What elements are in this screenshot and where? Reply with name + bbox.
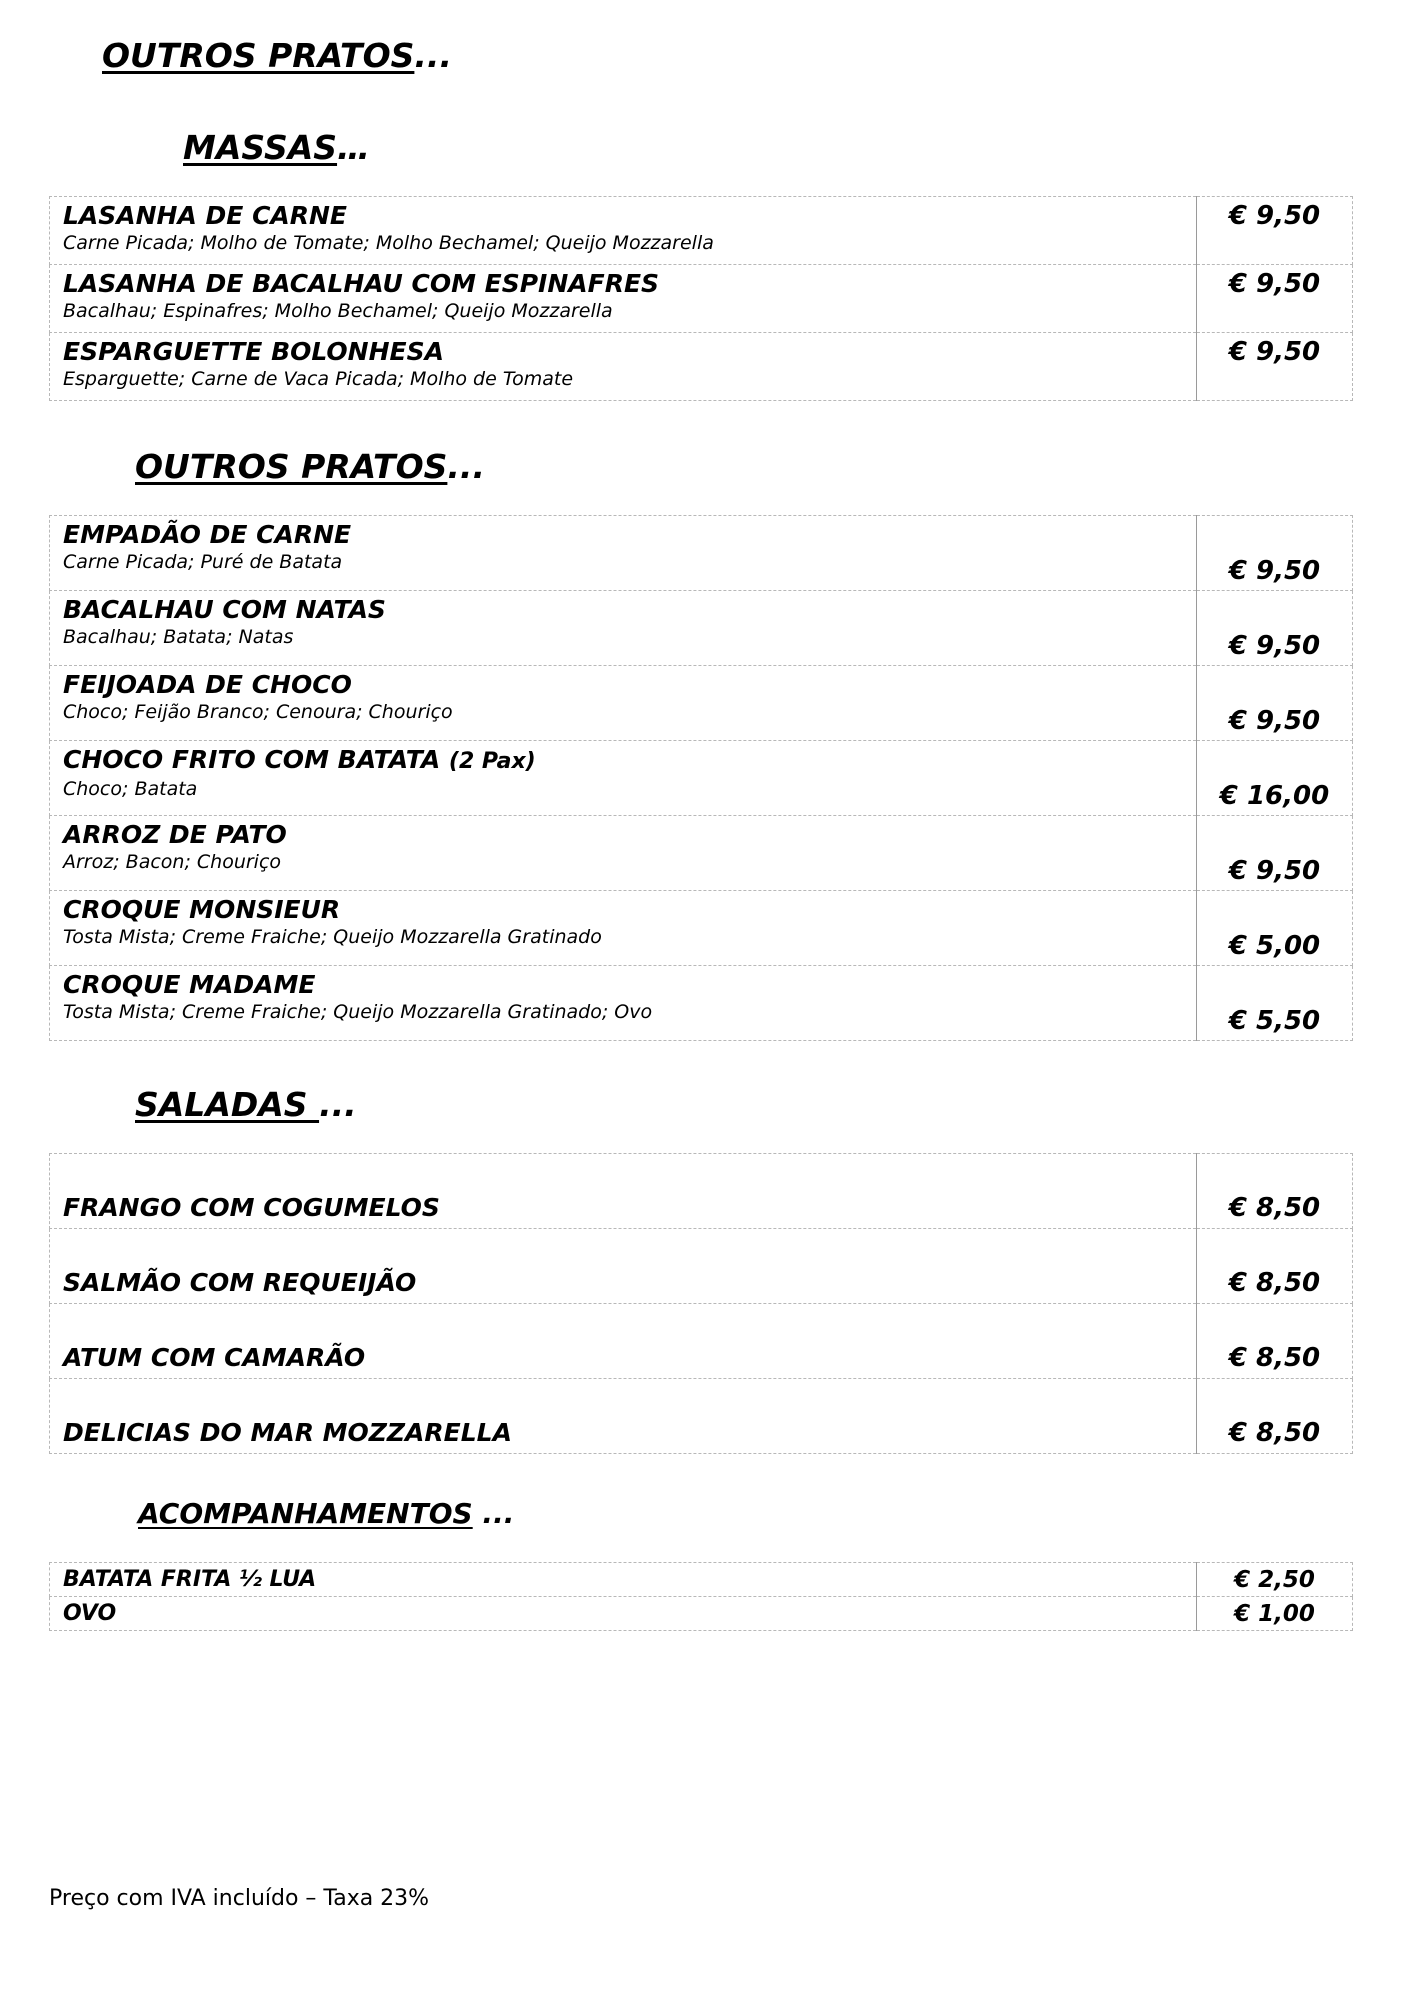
- dish-price: € 8,50: [1228, 1193, 1321, 1223]
- dish-cell: [50, 1379, 1197, 1454]
- dish-price: € 9,50: [1228, 631, 1321, 661]
- dish-price: € 9,50: [1228, 337, 1321, 367]
- dish-cell: [50, 816, 1197, 891]
- section-title-massas: [183, 128, 370, 167]
- dish-name: OVO: [63, 1600, 117, 1626]
- dish-cell: [50, 1154, 1197, 1229]
- menu-row: [50, 1229, 1353, 1304]
- page-title-text: OUTROS PRATOS: [102, 36, 415, 75]
- dish-name-text: CHOCO FRITO COM BATATA: [63, 745, 441, 774]
- dish-name: BACALHAU COM NATAS: [63, 595, 386, 624]
- price-cell: [1197, 333, 1353, 401]
- dish-name: DELICIAS DO MAR MOZZARELLA: [63, 1418, 512, 1447]
- dish-description: Tosta Mista; Creme Fraiche; Queijo Mozzarella Gratinado; Ovo: [63, 1001, 653, 1023]
- dish-name: CROQUE MONSIEUR: [63, 895, 341, 924]
- dish-description: Bacalhau; Batata; Natas: [63, 626, 294, 648]
- menu-row: [50, 1154, 1353, 1229]
- dish-price: € 8,50: [1228, 1268, 1321, 1298]
- price-cell: [1197, 1379, 1353, 1454]
- dish-name: FRANGO COM COGUMELOS: [63, 1193, 440, 1222]
- dish-cell: [50, 891, 1197, 966]
- menu-row: [50, 891, 1353, 966]
- price-cell: [1197, 966, 1353, 1041]
- price-cell: [1197, 197, 1353, 265]
- menu-row: [50, 1563, 1353, 1597]
- price-cell: [1197, 591, 1353, 666]
- dish-name: ESPARGUETTE BOLONHESA: [63, 337, 444, 366]
- dish-price: € 8,50: [1228, 1418, 1321, 1448]
- price-cell: [1197, 816, 1353, 891]
- dish-name: CROQUE MADAME: [63, 970, 316, 999]
- acompanhamentos-table: [49, 1562, 1353, 1631]
- page-title: [102, 36, 452, 75]
- menu-row: [50, 197, 1353, 265]
- menu-row: [50, 666, 1353, 741]
- dish-price: € 8,50: [1228, 1343, 1321, 1373]
- price-cell: [1197, 265, 1353, 333]
- dish-description: Esparguette; Carne de Vaca Picada; Molho de Tomate: [63, 368, 574, 390]
- dish-description: Choco; Batata: [63, 778, 198, 800]
- outros-pratos-table: [49, 515, 1353, 1041]
- massas-table: [49, 196, 1353, 401]
- dish-price: € 9,50: [1228, 201, 1321, 231]
- saladas-table: [49, 1153, 1353, 1454]
- menu-row: [50, 265, 1353, 333]
- dish-name: ATUM COM CAMARÃO: [63, 1343, 366, 1372]
- dish-name: BATATA FRITA ½ LUA: [63, 1566, 317, 1592]
- dish-name: ARROZ DE PATO: [63, 820, 287, 849]
- menu-row: [50, 333, 1353, 401]
- vat-note: Preço com IVA incluído – Taxa 23%: [49, 1886, 430, 1911]
- dish-cell: [50, 966, 1197, 1041]
- dish-price: € 9,50: [1228, 556, 1321, 586]
- dish-name: SALMÃO COM REQUEIJÃO: [63, 1268, 417, 1297]
- price-cell: [1197, 1563, 1353, 1597]
- dish-name: LASANHA DE BACALHAU COM ESPINAFRES: [63, 269, 660, 298]
- section-title-acompanhamentos: [138, 1497, 514, 1530]
- section-title-outros: [135, 447, 485, 486]
- dish-description: Tosta Mista; Creme Fraiche; Queijo Mozzarella Gratinado: [63, 926, 602, 948]
- section-title-suffix: …: [337, 128, 371, 167]
- dish-cell: [50, 1563, 1197, 1597]
- price-cell: [1197, 891, 1353, 966]
- dish-name: [50, 745, 1196, 777]
- section-title-suffix: ...: [319, 1085, 357, 1124]
- dish-price: € 1,00: [1234, 1600, 1315, 1627]
- price-cell: [1197, 741, 1353, 816]
- dish-description: Carne Picada; Puré de Batata: [63, 551, 343, 573]
- dish-price: € 5,50: [1228, 1006, 1321, 1036]
- dish-cell: [50, 333, 1197, 401]
- dish-cell: [50, 741, 1197, 816]
- dish-description: Choco; Feijão Branco; Cenoura; Chouriço: [63, 701, 453, 723]
- price-cell: [1197, 1304, 1353, 1379]
- menu-row: [50, 516, 1353, 591]
- menu-row: [50, 966, 1353, 1041]
- dish-price: € 9,50: [1228, 706, 1321, 736]
- menu-row: [50, 1597, 1353, 1631]
- dish-cell: [50, 591, 1197, 666]
- section-title-saladas: [135, 1085, 357, 1124]
- price-cell: [1197, 1597, 1353, 1631]
- dish-name: EMPADÃO DE CARNE: [63, 520, 352, 549]
- section-title-suffix: ...: [447, 447, 485, 486]
- price-cell: [1197, 666, 1353, 741]
- section-title-text: ACOMPANHAMENTOS: [138, 1497, 473, 1530]
- dish-cell: [50, 666, 1197, 741]
- menu-row: [50, 591, 1353, 666]
- dish-description: Bacalhau; Espinafres; Molho Bechamel; Queijo Mozzarella: [63, 300, 613, 322]
- price-cell: [1197, 1154, 1353, 1229]
- menu-row: [50, 1379, 1353, 1454]
- dish-cell: [50, 516, 1197, 591]
- section-title-text: SALADAS: [135, 1085, 320, 1124]
- page-title-suffix: ...: [414, 36, 452, 75]
- dish-cell: [50, 1229, 1197, 1304]
- menu-row: [50, 741, 1353, 816]
- dish-cell: [50, 197, 1197, 265]
- dish-name: LASANHA DE CARNE: [63, 201, 348, 230]
- dish-cell: [50, 1597, 1197, 1631]
- menu-row: [50, 1304, 1353, 1379]
- dish-price: € 5,00: [1228, 931, 1321, 961]
- price-cell: [1197, 516, 1353, 591]
- dish-cell: [50, 1304, 1197, 1379]
- section-title-suffix: ...: [472, 1497, 515, 1530]
- dish-description: Carne Picada; Molho de Tomate; Molho Bechamel; Queijo Mozzarella: [63, 232, 714, 254]
- dish-name: FEIJOADA DE CHOCO: [63, 670, 352, 699]
- menu-row: [50, 816, 1353, 891]
- dish-price: € 9,50: [1228, 269, 1321, 299]
- section-title-text: MASSAS: [183, 128, 338, 167]
- pax-note: (2 Pax): [448, 749, 536, 774]
- price-cell: [1197, 1229, 1353, 1304]
- dish-description: Arroz; Bacon; Chouriço: [63, 851, 282, 873]
- section-title-text: OUTROS PRATOS: [135, 447, 448, 486]
- dish-price: € 9,50: [1228, 856, 1321, 886]
- dish-price: € 2,50: [1234, 1566, 1315, 1593]
- dish-cell: [50, 265, 1197, 333]
- dish-price: € 16,00: [1219, 781, 1330, 811]
